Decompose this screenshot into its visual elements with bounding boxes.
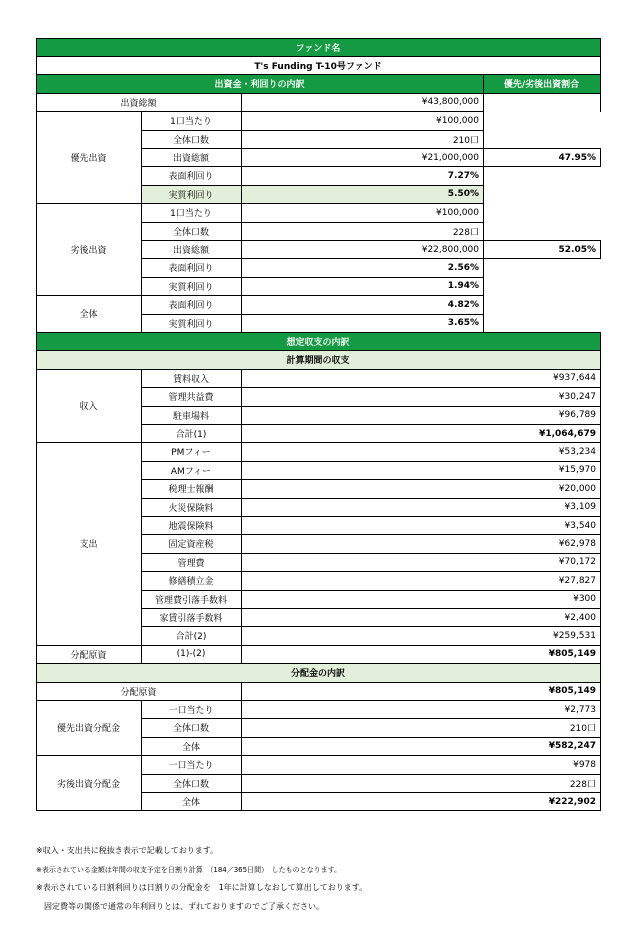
- grid-line: [141, 240, 483, 241]
- income-row-value: ¥30,247: [558, 391, 596, 402]
- expense-row-label: 地震保険料: [168, 522, 214, 533]
- distribution-source-label: 分配原資: [70, 650, 107, 661]
- expense-row-label: PMフィー: [171, 448, 211, 459]
- grid-line: [36, 38, 600, 39]
- grid-line: [141, 516, 600, 517]
- expense-row-label: 税理士報酬: [168, 485, 214, 496]
- grid-line: [36, 332, 37, 810]
- grid-line: [36, 203, 141, 204]
- senior-distribution-row-value: ¥582,247: [548, 741, 596, 752]
- grid-line: [141, 130, 483, 131]
- senior-ratio: 47.95%: [558, 152, 596, 163]
- income-row-value: ¥96,789: [558, 410, 596, 421]
- grid-line: [36, 755, 141, 756]
- grid-line: [241, 296, 242, 333]
- expense-row-value: ¥20,000: [558, 483, 596, 494]
- note-tax: ※収入・支出共に税抜き表示で記載しております。: [36, 846, 219, 855]
- grid-line: [141, 608, 600, 609]
- grid-line: [241, 756, 242, 811]
- grid-line: [141, 792, 600, 793]
- junior-row-value: 228口: [452, 227, 479, 238]
- senior-row-value: 210口: [452, 135, 479, 146]
- grid-line: [141, 369, 142, 443]
- junior-row-label: 実質利回り: [168, 282, 214, 293]
- senior-distribution-row-value: 210口: [569, 724, 596, 735]
- income-label: 収入: [79, 402, 98, 413]
- grid-line: [483, 204, 484, 296]
- senior-row-label: 実質利回り: [141, 185, 241, 203]
- grid-line: [141, 369, 600, 370]
- expense-row-label: 固定資産税: [168, 540, 214, 551]
- income-row-label: 合計(1): [175, 430, 207, 441]
- overall-row-value: 3.65%: [447, 318, 479, 329]
- grid-line: [141, 148, 483, 149]
- grid-line: [483, 75, 484, 93]
- grid-line: [141, 406, 600, 407]
- grid-line: [141, 424, 600, 425]
- grid-line: [141, 112, 142, 204]
- overall-row-value: 4.82%: [447, 299, 479, 310]
- junior-row-label: 全体口数: [172, 227, 209, 238]
- grid-line: [241, 112, 242, 204]
- footnotes: [36, 842, 606, 916]
- income-row-label: 賃料収入: [172, 374, 209, 385]
- grid-line: [36, 93, 600, 94]
- senior-distribution-row-label: 全体口数: [172, 724, 209, 735]
- senior-row-value: 5.50%: [241, 185, 483, 203]
- grid-line: [241, 369, 242, 443]
- expense-row-label: 家賃引落手数料: [159, 614, 223, 625]
- income-row-value: ¥937,644: [553, 373, 596, 384]
- expense-row-value: ¥259,531: [553, 630, 596, 641]
- expense-row-label: 合計(2): [175, 632, 207, 643]
- grid-line: [141, 461, 600, 462]
- grid-line: [600, 148, 601, 166]
- grid-line: [141, 571, 600, 572]
- junior-distribution-row-value: ¥978: [573, 759, 596, 770]
- table-title: ファンド名: [36, 38, 600, 56]
- grid-line: [141, 295, 483, 296]
- grid-line: [36, 810, 600, 811]
- expense-row-value: ¥15,970: [558, 465, 596, 476]
- senior-row-label: 全体口数: [172, 135, 209, 146]
- grid-line: [141, 737, 600, 738]
- grid-line: [483, 93, 484, 111]
- grid-line: [241, 700, 242, 755]
- grid-line: [141, 700, 142, 755]
- grid-line: [36, 56, 600, 57]
- overall-row-label: 実質利回り: [168, 319, 214, 330]
- expense-row-label: 管理費引落手数料: [154, 595, 227, 606]
- junior-ratio: 52.05%: [558, 244, 596, 255]
- junior-row-value: ¥100,000: [436, 207, 479, 218]
- expense-row-value: ¥62,978: [558, 538, 596, 549]
- grid-line: [141, 277, 483, 278]
- junior-row-label: 出資総額: [172, 246, 209, 257]
- junior-row-value: 2.56%: [447, 262, 479, 273]
- expense-row-label: 火災保険料: [168, 503, 214, 514]
- grid-line: [141, 645, 142, 663]
- note-fixed-cost: 固定費等の関係で通常の年利回りとは、ずれておりますのでご了承ください。: [36, 901, 324, 911]
- grid-line: [141, 387, 600, 388]
- grid-line: [141, 314, 483, 315]
- section-header-income-expense: 想定収支の内訳: [36, 332, 600, 350]
- grid-line: [36, 111, 141, 112]
- junior-label: 劣後出資: [70, 246, 107, 257]
- grid-line: [36, 369, 141, 370]
- grid-line: [241, 682, 242, 700]
- distribution-total-value: ¥805,149: [548, 686, 596, 697]
- grid-line: [141, 626, 600, 627]
- expense-row-label: AMフィー: [170, 466, 212, 477]
- grid-line: [141, 203, 483, 204]
- senior-row-value: ¥21,000,000: [421, 152, 479, 163]
- overall-label: 全体: [79, 310, 98, 321]
- grid-line: [141, 756, 142, 811]
- senior-label: 優先出資: [70, 154, 107, 165]
- grid-line: [36, 74, 600, 75]
- grid-line: [141, 479, 600, 480]
- grid-line: [600, 38, 601, 112]
- grid-line: [483, 258, 600, 259]
- grid-line: [141, 443, 142, 645]
- distribution-source-value: ¥805,149: [548, 649, 596, 660]
- grid-line: [600, 332, 601, 810]
- expense-row-value: ¥3,540: [564, 520, 596, 531]
- income-row-label: 管理共益費: [168, 393, 214, 404]
- grid-line: [141, 442, 600, 443]
- junior-row-value: 1.94%: [447, 281, 479, 292]
- grid-line: [141, 111, 483, 112]
- junior-distribution-row-label: 全体口数: [172, 779, 209, 790]
- senior-row-label: 表面利回り: [168, 172, 214, 183]
- junior-distribution-row-value: ¥222,902: [548, 796, 596, 807]
- grid-line: [483, 166, 600, 167]
- grid-line: [36, 700, 141, 701]
- senior-row-value: 7.27%: [447, 170, 479, 181]
- grid-line: [141, 700, 600, 701]
- grid-line: [36, 295, 141, 296]
- fund-summary-table: [36, 38, 600, 839]
- grid-line: [36, 442, 141, 443]
- total-investment-value: ¥43,800,000: [421, 97, 479, 108]
- grid-line: [36, 645, 600, 646]
- grid-line: [141, 166, 483, 167]
- ratio-header: 優先/劣後出資割合: [483, 75, 600, 93]
- income-row-value: ¥1,064,679: [539, 428, 596, 439]
- expense-row-label: 管理費: [177, 558, 205, 569]
- expense-label: 支出: [79, 540, 98, 551]
- senior-distribution-row-label: 全体: [181, 742, 200, 753]
- expense-row-value: ¥2,400: [564, 612, 596, 623]
- grid-line: [141, 553, 600, 554]
- grid-line: [241, 645, 242, 663]
- grid-line: [483, 296, 484, 333]
- grid-line: [36, 350, 600, 351]
- grid-line: [141, 774, 600, 775]
- grid-line: [141, 258, 483, 259]
- grid-line: [141, 296, 142, 333]
- grid-line: [600, 240, 601, 258]
- grid-line: [36, 663, 600, 664]
- grid-line: [241, 93, 242, 111]
- senior-distribution-row-label: 一口当たり: [168, 706, 214, 717]
- senior-row-label: 1口当たり: [170, 117, 212, 128]
- grid-line: [483, 148, 600, 149]
- junior-row-label: 1口当たり: [170, 209, 212, 220]
- senior-row-label: 出資総額: [172, 154, 209, 165]
- grid-line: [141, 498, 600, 499]
- grid-line: [36, 38, 37, 332]
- distribution-total-label: 分配原資: [120, 687, 157, 698]
- grid-line: [241, 204, 242, 296]
- junior-distribution-row-label: 全体: [181, 798, 200, 809]
- fund-name: T's Funding T-10号ファンド: [254, 62, 382, 73]
- note-yield: ※表示されている日割利回りは日割りの分配金を 1年に計算しなおして算出しております。: [36, 883, 368, 892]
- grid-line: [141, 755, 600, 756]
- grid-line: [241, 443, 242, 645]
- grid-line: [141, 718, 600, 719]
- senior-row-value: ¥100,000: [436, 115, 479, 126]
- grid-line: [141, 204, 142, 296]
- note-daily-calc: ※表示されている金額は年間の収支予定を日割り計算 （184／365日間） したものとなります。: [36, 865, 342, 874]
- grid-line: [483, 112, 484, 204]
- income-row-label: 駐車場料: [172, 411, 209, 422]
- expense-row-value: ¥27,827: [558, 575, 596, 586]
- grid-line: [141, 590, 600, 591]
- grid-line: [483, 240, 600, 241]
- junior-row-value: ¥22,800,000: [421, 244, 479, 255]
- junior-distribution-label: 劣後出資分配金: [56, 779, 120, 790]
- senior-distribution-row-value: ¥2,773: [564, 704, 596, 715]
- grid-line: [141, 534, 600, 535]
- grid-line: [141, 185, 483, 186]
- junior-distribution-row-value: 228口: [569, 779, 596, 790]
- expense-row-value: ¥70,172: [558, 557, 596, 568]
- grid-line: [141, 222, 483, 223]
- junior-row-label: 表面利回り: [168, 264, 214, 275]
- expense-row-value: ¥3,109: [564, 502, 596, 513]
- grid-line: [36, 682, 600, 683]
- expense-row-label: 修繕積立金: [168, 577, 214, 588]
- grid-line: [36, 332, 600, 333]
- expense-row-value: ¥53,234: [558, 446, 596, 457]
- section-header-investment: 出資金・利回りの内訳: [36, 75, 483, 93]
- period-header: 計算期間の収支: [36, 351, 600, 369]
- junior-distribution-row-label: 一口当たり: [168, 761, 214, 772]
- expense-row-value: ¥300: [573, 594, 596, 605]
- total-investment-label: 出資総額: [120, 98, 157, 109]
- overall-row-label: 表面利回り: [168, 301, 214, 312]
- distribution-source-formula: (1)-(2): [176, 649, 206, 660]
- section-header-distribution: 分配金の内訳: [36, 664, 600, 682]
- senior-distribution-label: 優先出資分配金: [56, 724, 120, 735]
